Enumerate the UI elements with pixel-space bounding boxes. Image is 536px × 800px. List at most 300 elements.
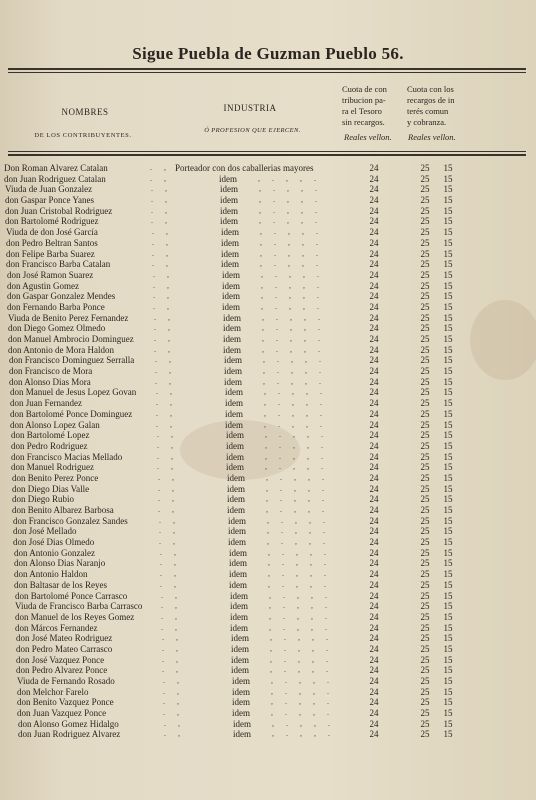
cuota-tesoro-value: 24: [369, 601, 379, 612]
cuota-tesoro-value: 24: [369, 163, 379, 173]
table-row: [0, 302, 536, 313]
contributor-name: don Manuel Ambrocio Dominguez: [8, 334, 134, 344]
industry-cell: idem: [230, 622, 248, 633]
leader-dots: . ,: [152, 248, 173, 258]
cuota-recargos-reales: 25: [420, 697, 430, 708]
industry-cell: idem: [223, 334, 241, 344]
contributor-name: don Alonso Gomez Hidalgo: [18, 718, 119, 729]
cuota-recargos-fraction: 15: [443, 537, 453, 548]
contributor-name: don Juan Fernandez: [10, 398, 82, 409]
cuota-tesoro-value: 24: [369, 269, 379, 280]
leader-dots: . ,: [157, 440, 178, 450]
cuota-recargos-reales: 25: [420, 590, 430, 601]
header-line: Cuota de con: [342, 84, 387, 94]
cuota-recargos-reales: 25: [420, 430, 430, 441]
industry-cell: idem: [232, 697, 250, 708]
cuota-tesoro-value: 24: [369, 665, 379, 676]
cuota-recargos-fraction: 15: [443, 419, 453, 430]
industry-cell: idem: [227, 483, 245, 494]
cuota-recargos-fraction: 15: [443, 195, 453, 206]
industry-cell: idem: [226, 462, 244, 473]
header-nombres: NOMBRES: [61, 107, 109, 117]
contributor-name: don Francisco Dominguez Serralla: [9, 355, 135, 366]
cuota-tesoro-value: 24: [369, 355, 379, 366]
cuota-recargos-fraction: 15: [443, 216, 453, 227]
table-row: [0, 441, 536, 452]
leader-dots: , . , , .: [270, 665, 333, 675]
cuota-recargos-reales: 25: [420, 323, 430, 334]
contributor-name: don José Dias Olmedo: [13, 537, 95, 548]
contributor-name: don Benito Vazquez Ponce: [17, 697, 114, 708]
table-row: [0, 313, 536, 324]
leader-dots: , . , , .: [261, 301, 324, 311]
cuota-recargos-fraction: 15: [443, 269, 453, 280]
table-row: [0, 591, 536, 602]
industry-cell: idem: [228, 515, 246, 526]
leader-dots: . ,: [154, 344, 175, 354]
cuota-recargos-fraction: 15: [443, 526, 453, 537]
contributor-name: don Diego Rubio: [12, 494, 74, 505]
leader-dots: , . , , .: [266, 483, 329, 493]
industry-cell: idem: [225, 419, 243, 430]
cuota-recargos-reales: 25: [420, 366, 430, 377]
contributor-name: don Márcos Fernandez: [15, 622, 98, 633]
cuota-recargos-reales: 25: [420, 216, 430, 227]
leader-dots: , . , , .: [270, 643, 333, 653]
cuota-tesoro-value: 24: [369, 259, 379, 270]
leader-dots: . ,: [161, 622, 182, 632]
contributor-name: don Francisco de Mora: [9, 366, 93, 377]
cuota-recargos-reales: 25: [420, 665, 430, 676]
contributor-name: don Diego Dias Valle: [12, 483, 90, 494]
cuota-recargos-reales: 25: [420, 526, 430, 537]
cuota-tesoro-value: 24: [369, 301, 379, 312]
header-line: Cuota con los: [407, 84, 454, 94]
leader-dots: , . , , .: [271, 686, 334, 696]
cuota-recargos-fraction: 15: [443, 590, 453, 601]
header-profesion: Ó PROFESION QUE EJERCEN.: [204, 127, 301, 134]
leader-dots: . ,: [156, 408, 177, 418]
industry-cell: idem: [223, 344, 241, 355]
leader-dots: , . , , .: [263, 376, 326, 386]
cuota-tesoro-value: 24: [369, 323, 379, 334]
industry-cell: idem: [232, 708, 250, 719]
leader-dots: , . , , .: [262, 323, 325, 333]
cuota-recargos-fraction: 15: [443, 259, 453, 270]
cuota-recargos-reales: 25: [420, 163, 430, 173]
table-row: [0, 687, 536, 698]
contributor-name: don Antonio de Mora Haldon: [8, 344, 114, 355]
cuota-recargos-fraction: 15: [443, 569, 453, 580]
cuota-tesoro-value: 24: [369, 590, 379, 601]
industry-cell: idem: [221, 237, 239, 248]
cuota-recargos-fraction: 15: [443, 676, 453, 686]
table-row: [0, 494, 536, 505]
contributor-name: don Melchor Farelo: [17, 686, 89, 697]
leader-dots: , . , , .: [263, 366, 326, 376]
table-row: [0, 174, 536, 185]
cuota-tesoro-value: 24: [369, 248, 379, 259]
table-row: [0, 430, 536, 441]
contributor-name: Don Roman Alvarez Catalan: [4, 163, 108, 173]
table-row: [0, 291, 536, 302]
cuota-tesoro-value: 24: [369, 451, 379, 462]
cuota-recargos-fraction: 15: [443, 643, 453, 654]
table-row: [0, 729, 536, 740]
table-row: [0, 665, 536, 676]
industry-cell: idem: [220, 195, 238, 206]
table-row: [0, 281, 536, 292]
cuota-tesoro-value: 24: [369, 547, 379, 558]
leader-dots: . ,: [155, 366, 176, 376]
cuota-recargos-fraction: 15: [443, 494, 453, 505]
leader-dots: . ,: [156, 398, 177, 408]
industry-cell: idem: [230, 590, 248, 601]
table-row: [0, 655, 536, 666]
cuota-recargos-reales: 25: [420, 451, 430, 462]
industry-cell: idem: [224, 366, 242, 377]
cuota-recargos-reales: 25: [420, 676, 430, 686]
leader-dots: , . , , .: [266, 505, 329, 514]
leader-dots: , . , , .: [259, 205, 322, 215]
cuota-tesoro-value: 24: [369, 633, 379, 644]
industry-cell: idem: [220, 205, 238, 216]
title-rule-thin: [8, 72, 526, 73]
leader-dots: . ,: [161, 590, 182, 600]
cuota-tesoro-value: 24: [369, 654, 379, 665]
contributor-name: don Francisco Macias Mellado: [11, 451, 123, 462]
leader-dots: , . , , .: [263, 355, 326, 365]
cuota-tesoro-value: 24: [369, 376, 379, 387]
industry-cell: idem: [233, 729, 251, 740]
leader-dots: , . , , .: [262, 334, 325, 343]
contributor-name: don Alonso Dias Naranjo: [14, 558, 106, 569]
industry-cell: idem: [222, 291, 240, 302]
cuota-recargos-reales: 25: [420, 708, 430, 719]
cuota-tesoro-value: 24: [369, 622, 379, 633]
leader-dots: . ,: [157, 462, 178, 472]
contributor-name: don Francisco Gonzalez Sandes: [13, 515, 128, 526]
industry-cell: idem: [225, 408, 243, 419]
leader-dots: . ,: [154, 334, 175, 343]
cuota-recargos-fraction: 15: [443, 237, 453, 248]
leader-dots: . ,: [151, 205, 172, 215]
cuota-recargos-fraction: 15: [443, 366, 453, 377]
cuota-recargos-reales: 25: [420, 558, 430, 569]
leader-dots: . ,: [153, 291, 174, 301]
cuota-recargos-reales: 25: [420, 173, 430, 184]
industry-cell: idem: [223, 323, 241, 334]
cuota-tesoro-value: 24: [369, 387, 379, 398]
leader-dots: . ,: [163, 697, 184, 707]
cuota-recargos-reales: 25: [420, 355, 430, 366]
table-row: [0, 601, 536, 612]
industry-cell: idem: [230, 601, 248, 612]
contributors-table: [0, 163, 536, 740]
cuota-tesoro-value: 24: [369, 697, 379, 708]
cuota-recargos-reales: 25: [420, 472, 430, 483]
cuota-tesoro-value: 24: [369, 676, 379, 686]
leader-dots: . ,: [156, 419, 177, 429]
leader-dots: . ,: [155, 355, 176, 365]
cuota-recargos-fraction: 15: [443, 462, 453, 473]
table-row: [0, 259, 536, 270]
leader-dots: . ,: [156, 387, 177, 397]
cuota-recargos-fraction: 15: [443, 398, 453, 409]
header-cuota-recargos: [407, 84, 467, 128]
table-row: [0, 163, 536, 174]
cuota-tesoro-value: 24: [369, 611, 379, 622]
table-row: [0, 249, 536, 260]
table-row: [0, 323, 536, 334]
leader-dots: , . , , .: [265, 451, 328, 461]
table-row: [0, 623, 536, 634]
industry-cell: idem: [222, 301, 240, 312]
cuota-recargos-fraction: 15: [443, 665, 453, 676]
leader-dots: . ,: [158, 505, 179, 514]
cuota-tesoro-value: 24: [369, 483, 379, 494]
cuota-tesoro-value: 24: [369, 398, 379, 409]
industry-cell: idem: [229, 579, 247, 590]
cuota-recargos-fraction: 15: [443, 173, 453, 184]
cuota-recargos-fraction: 15: [443, 440, 453, 451]
cuota-recargos-reales: 25: [420, 622, 430, 633]
leader-dots: , . , , .: [261, 291, 324, 301]
table-row: [0, 420, 536, 431]
cuota-tesoro-value: 24: [369, 686, 379, 697]
cuota-recargos-reales: 25: [420, 643, 430, 654]
leader-dots: . ,: [158, 472, 179, 482]
cuota-recargos-reales: 25: [420, 633, 430, 644]
cuota-tesoro-value: 24: [369, 505, 379, 515]
industry-cell: idem: [233, 718, 251, 729]
cuota-recargos-fraction: 15: [443, 697, 453, 708]
cuota-tesoro-value: 24: [369, 558, 379, 569]
industry-cell: idem: [229, 569, 247, 580]
industry-cell: idem: [222, 269, 240, 280]
cuota-recargos-fraction: 15: [443, 601, 453, 612]
leader-dots: . ,: [163, 686, 184, 696]
industry-cell: idem: [224, 355, 242, 366]
industry-cell: idem: [225, 398, 243, 409]
leader-dots: , . , , .: [262, 344, 325, 354]
leader-dots: . ,: [161, 611, 182, 621]
table-row: [0, 206, 536, 217]
header-industria: INDUSTRIA: [223, 103, 277, 113]
table-row: [0, 697, 536, 708]
contributor-name: don Benito Perez Ponce: [12, 472, 99, 483]
contributor-name: don Gaspar Ponce Yanes: [5, 195, 94, 206]
header-line: recargos de in: [407, 95, 455, 105]
industry-cell: idem: [223, 312, 241, 323]
cuota-recargos-fraction: 15: [443, 344, 453, 355]
table-row: [0, 366, 536, 377]
table-row: [0, 505, 536, 516]
cuota-recargos-fraction: 15: [443, 729, 453, 740]
header-line: sin recargos.: [342, 117, 385, 127]
cuota-recargos-fraction: 15: [443, 408, 453, 419]
cuota-recargos-reales: 25: [420, 312, 430, 323]
cuota-recargos-fraction: 15: [443, 163, 453, 173]
leader-dots: . ,: [162, 633, 183, 643]
leader-dots: . ,: [162, 643, 183, 653]
leader-dots: , . , , .: [267, 515, 330, 525]
cuota-recargos-fraction: 15: [443, 323, 453, 334]
leader-dots: . ,: [150, 173, 171, 183]
leader-dots: , . , , .: [269, 611, 332, 621]
leader-dots: . ,: [153, 269, 174, 279]
cuota-recargos-fraction: 15: [443, 505, 453, 515]
industry-cell: idem: [227, 505, 245, 515]
cuota-tesoro-value: 24: [369, 472, 379, 483]
cuota-tesoro-value: 24: [369, 579, 379, 590]
industry-cell: idem: [228, 526, 246, 537]
cuota-tesoro-value: 24: [369, 729, 379, 740]
cuota-tesoro-value: 24: [369, 227, 379, 238]
table-row: [0, 377, 536, 388]
cuota-recargos-reales: 25: [420, 269, 430, 280]
cuota-recargos-reales: 25: [420, 729, 430, 740]
cuota-recargos-fraction: 15: [443, 611, 453, 622]
cuota-recargos-fraction: 15: [443, 291, 453, 302]
leader-dots: , . , , .: [264, 387, 327, 397]
leader-dots: , . , , .: [271, 676, 334, 685]
industry-cell: idem: [221, 259, 239, 270]
contributor-name: Viuda de Juan Gonzalez: [5, 184, 93, 195]
cuota-tesoro-value: 24: [369, 184, 379, 195]
cuota-tesoro-value: 24: [369, 344, 379, 355]
leader-dots: . ,: [159, 515, 180, 525]
cuota-tesoro-value: 24: [369, 173, 379, 184]
cuota-tesoro-value: 24: [369, 430, 379, 441]
cuota-tesoro-value: 24: [369, 334, 379, 344]
leader-dots: . ,: [164, 718, 185, 728]
table-row: [0, 558, 536, 569]
header-reales-vellon-1: Reales vellon.: [344, 132, 392, 142]
table-row: [0, 484, 536, 495]
cuota-recargos-fraction: 15: [443, 633, 453, 644]
table-row: [0, 184, 536, 195]
cuota-recargos-fraction: 15: [443, 227, 453, 238]
table-row: [0, 526, 536, 537]
cuota-tesoro-value: 24: [369, 537, 379, 548]
leader-dots: . ,: [161, 601, 182, 611]
leader-dots: , . , , .: [259, 216, 322, 226]
table-row: [0, 452, 536, 463]
leader-dots: , . , , .: [269, 601, 332, 611]
leader-dots: , . , , .: [264, 419, 327, 429]
cuota-recargos-reales: 25: [420, 334, 430, 344]
table-row: [0, 708, 536, 719]
cuota-recargos-reales: 25: [420, 579, 430, 590]
industry-cell: idem: [229, 558, 247, 569]
cuota-recargos-reales: 25: [420, 259, 430, 270]
industry-cell: idem: [224, 376, 242, 387]
header-reales-vellon-2: Reales vellon.: [408, 132, 456, 142]
cuota-recargos-fraction: 15: [443, 515, 453, 526]
cuota-recargos-fraction: 15: [443, 451, 453, 462]
industry-cell: Porteador con dos caballerias mayores: [175, 163, 314, 173]
cuota-recargos-fraction: 15: [443, 622, 453, 633]
table-row: [0, 195, 536, 206]
leader-dots: , . , , .: [268, 579, 331, 589]
cuota-recargos-reales: 25: [420, 376, 430, 387]
leader-dots: , . , , .: [268, 558, 331, 568]
table-row: [0, 398, 536, 409]
leader-dots: . ,: [151, 216, 172, 226]
leader-dots: , . , , .: [259, 184, 322, 194]
leader-dots: , . , , .: [265, 440, 328, 450]
leader-dots: , . , , .: [268, 569, 331, 579]
cuota-tesoro-value: 24: [369, 462, 379, 473]
cuota-recargos-fraction: 15: [443, 355, 453, 366]
leader-dots: , . , , .: [260, 237, 323, 247]
header-rule-thick: [8, 154, 526, 156]
leader-dots: , . , , .: [270, 633, 333, 643]
contributor-name: don Pedro Rodriguez: [11, 440, 88, 451]
cuota-recargos-reales: 25: [420, 248, 430, 259]
table-row: [0, 355, 536, 366]
table-row: [0, 334, 536, 345]
leader-dots: , . , , .: [265, 430, 328, 440]
contributor-name: don Pedro Alvarez Ponce: [16, 665, 108, 676]
leader-dots: . ,: [153, 301, 174, 311]
contributor-name: don Juan Cristobal Rodriguez: [5, 205, 113, 216]
cuota-recargos-reales: 25: [420, 184, 430, 195]
cuota-tesoro-value: 24: [369, 718, 379, 729]
cuota-recargos-reales: 25: [420, 601, 430, 612]
industry-cell: idem: [231, 665, 249, 676]
contributor-name: Viuda de don José García: [6, 227, 98, 238]
leader-dots: . ,: [154, 323, 175, 333]
leader-dots: . ,: [162, 654, 183, 664]
leader-dots: . ,: [159, 526, 180, 536]
contributor-name: don Alonso Lopez Galan: [10, 419, 100, 430]
cuota-recargos-reales: 25: [420, 718, 430, 729]
cuota-recargos-reales: 25: [420, 280, 430, 291]
cuota-tesoro-value: 24: [369, 643, 379, 654]
contributor-name: Viuda de Benito Perez Fernandez: [8, 312, 129, 323]
cuota-recargos-reales: 25: [420, 195, 430, 206]
table-row: [0, 569, 536, 580]
cuota-recargos-fraction: 15: [443, 547, 453, 558]
leader-dots: . ,: [150, 163, 171, 172]
leader-dots: . ,: [157, 430, 178, 440]
leader-dots: . ,: [152, 237, 173, 247]
leader-dots: . ,: [153, 280, 174, 290]
industry-cell: idem: [226, 430, 244, 441]
leader-dots: . ,: [160, 569, 181, 579]
leader-dots: . ,: [157, 451, 178, 461]
leader-dots: , . , , .: [271, 697, 334, 707]
leader-dots: , . , , .: [265, 462, 328, 472]
header-cuota-tesoro: [342, 84, 402, 128]
table-row: [0, 719, 536, 730]
industry-cell: idem: [230, 611, 248, 622]
contributor-name: don José Ramon Suarez: [7, 269, 94, 280]
cuota-recargos-reales: 25: [420, 515, 430, 526]
table-row: [0, 537, 536, 548]
cuota-tesoro-value: 24: [369, 216, 379, 227]
cuota-tesoro-value: 24: [369, 515, 379, 526]
contributor-name: don Baltasar de los Reyes: [14, 579, 107, 590]
cuota-tesoro-value: 24: [369, 195, 379, 206]
cuota-tesoro-value: 24: [369, 366, 379, 377]
cuota-recargos-reales: 25: [420, 387, 430, 398]
contributor-name: don Manuel de Jesus Lopez Govan: [10, 387, 137, 398]
cuota-tesoro-value: 24: [369, 526, 379, 537]
leader-dots: , . , , .: [260, 227, 323, 237]
